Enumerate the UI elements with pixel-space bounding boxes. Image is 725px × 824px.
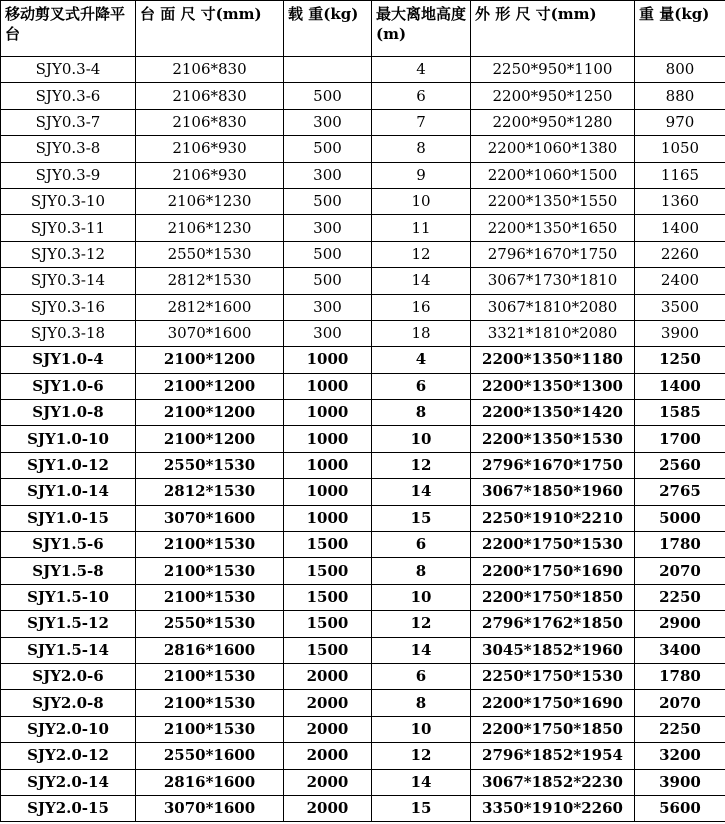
cell-model: SJY1.0-4	[1, 347, 136, 373]
cell-outer-size: 2200*1350*1650	[471, 215, 635, 241]
cell-max-height: 10	[372, 188, 471, 214]
cell-platform-size: 2100*1530	[136, 690, 284, 716]
table-row	[1, 479, 725, 505]
cell-max-height: 15	[372, 795, 471, 821]
cell-platform-size: 2106*830	[136, 109, 284, 135]
cell-platform-size: 2106*930	[136, 136, 284, 162]
cell-load: 2000	[284, 743, 372, 769]
header-weight: 重 量(kg)	[635, 1, 725, 57]
cell-load: 500	[284, 188, 372, 214]
cell-max-height: 14	[372, 769, 471, 795]
cell-load: 1500	[284, 584, 372, 610]
cell-model: SJY0.3-8	[1, 136, 136, 162]
cell-platform-size: 2100*1530	[136, 716, 284, 742]
table-row	[1, 716, 725, 742]
cell-load: 2000	[284, 690, 372, 716]
cell-platform-size: 3070*1600	[136, 505, 284, 531]
cell-weight: 2765	[635, 479, 725, 505]
cell-model: SJY1.5-6	[1, 532, 136, 558]
cell-weight: 2070	[635, 558, 725, 584]
cell-load: 1000	[284, 479, 372, 505]
cell-load: 1000	[284, 426, 372, 452]
cell-max-height: 6	[372, 663, 471, 689]
cell-model: SJY1.0-15	[1, 505, 136, 531]
table-row	[1, 426, 725, 452]
cell-outer-size: 2796*1852*1954	[471, 743, 635, 769]
table-row	[1, 347, 725, 373]
cell-model: SJY1.5-14	[1, 637, 136, 663]
table-row	[1, 795, 725, 821]
cell-platform-size: 2106*1230	[136, 188, 284, 214]
cell-max-height: 8	[372, 690, 471, 716]
cell-load: 1500	[284, 611, 372, 637]
table-row	[1, 241, 725, 267]
cell-outer-size: 2200*1750*1850	[471, 584, 635, 610]
cell-outer-size: 2796*1670*1750	[471, 241, 635, 267]
cell-max-height: 8	[372, 400, 471, 426]
cell-weight: 3200	[635, 743, 725, 769]
cell-max-height: 4	[372, 347, 471, 373]
table-row	[1, 532, 725, 558]
cell-outer-size: 2200*1750*1530	[471, 532, 635, 558]
cell-outer-size: 3350*1910*2260	[471, 795, 635, 821]
cell-max-height: 14	[372, 268, 471, 294]
cell-outer-size: 3067*1852*2230	[471, 769, 635, 795]
cell-load: 1000	[284, 452, 372, 478]
table-row	[1, 584, 725, 610]
cell-outer-size: 2250*950*1100	[471, 57, 635, 83]
cell-weight: 1700	[635, 426, 725, 452]
cell-model: SJY2.0-14	[1, 769, 136, 795]
cell-weight: 3500	[635, 294, 725, 320]
cell-model: SJY0.3-14	[1, 268, 136, 294]
cell-weight: 2260	[635, 241, 725, 267]
cell-weight: 1165	[635, 162, 725, 188]
cell-max-height: 6	[372, 373, 471, 399]
cell-weight: 2560	[635, 452, 725, 478]
table-row	[1, 611, 725, 637]
cell-weight: 1250	[635, 347, 725, 373]
cell-load: 500	[284, 136, 372, 162]
cell-outer-size: 3067*1730*1810	[471, 268, 635, 294]
cell-max-height: 10	[372, 584, 471, 610]
header-model: 移动剪叉式升降平台	[1, 1, 136, 57]
cell-outer-size: 2200*1060*1500	[471, 162, 635, 188]
table-row	[1, 136, 725, 162]
cell-load: 500	[284, 83, 372, 109]
cell-load: 300	[284, 294, 372, 320]
table-body	[1, 57, 725, 822]
cell-max-height: 15	[372, 505, 471, 531]
cell-model: SJY1.5-10	[1, 584, 136, 610]
cell-platform-size: 2816*1600	[136, 769, 284, 795]
cell-load: 1000	[284, 400, 372, 426]
cell-model: SJY1.0-8	[1, 400, 136, 426]
cell-outer-size: 2250*1750*1530	[471, 663, 635, 689]
cell-weight: 1780	[635, 663, 725, 689]
cell-outer-size: 2200*1750*1690	[471, 558, 635, 584]
cell-weight: 1585	[635, 400, 725, 426]
table-row	[1, 268, 725, 294]
cell-weight: 2070	[635, 690, 725, 716]
cell-platform-size: 2100*1200	[136, 426, 284, 452]
table-row	[1, 558, 725, 584]
cell-weight: 1360	[635, 188, 725, 214]
table-row	[1, 109, 725, 135]
cell-max-height: 12	[372, 452, 471, 478]
cell-model: SJY2.0-6	[1, 663, 136, 689]
cell-load: 1000	[284, 347, 372, 373]
cell-outer-size: 2200*950*1250	[471, 83, 635, 109]
table-row	[1, 637, 725, 663]
cell-weight: 2250	[635, 584, 725, 610]
cell-load: 2000	[284, 663, 372, 689]
cell-max-height: 10	[372, 426, 471, 452]
cell-model: SJY2.0-15	[1, 795, 136, 821]
cell-weight: 1400	[635, 215, 725, 241]
cell-model: SJY0.3-18	[1, 320, 136, 346]
cell-platform-size: 2100*1200	[136, 347, 284, 373]
cell-platform-size: 2812*1600	[136, 294, 284, 320]
table-row	[1, 162, 725, 188]
cell-platform-size: 2100*1530	[136, 663, 284, 689]
cell-weight: 5600	[635, 795, 725, 821]
cell-load: 300	[284, 162, 372, 188]
cell-max-height: 8	[372, 136, 471, 162]
cell-load: 300	[284, 320, 372, 346]
cell-model: SJY0.3-7	[1, 109, 136, 135]
cell-model: SJY1.5-8	[1, 558, 136, 584]
cell-platform-size: 2100*1530	[136, 584, 284, 610]
cell-load: 1500	[284, 558, 372, 584]
cell-max-height: 8	[372, 558, 471, 584]
header-platform-size: 台 面 尺 寸(mm)	[136, 1, 284, 57]
cell-outer-size: 2200*1060*1380	[471, 136, 635, 162]
cell-model: SJY0.3-9	[1, 162, 136, 188]
cell-model: SJY2.0-10	[1, 716, 136, 742]
cell-platform-size: 2100*1200	[136, 400, 284, 426]
table-row	[1, 320, 725, 346]
cell-max-height: 11	[372, 215, 471, 241]
table-row	[1, 83, 725, 109]
cell-weight: 2250	[635, 716, 725, 742]
cell-model: SJY0.3-12	[1, 241, 136, 267]
cell-platform-size: 2106*830	[136, 83, 284, 109]
table-row	[1, 215, 725, 241]
cell-max-height: 6	[372, 83, 471, 109]
cell-outer-size: 2200*1350*1180	[471, 347, 635, 373]
cell-platform-size: 2550*1600	[136, 743, 284, 769]
cell-weight: 2900	[635, 611, 725, 637]
table-row	[1, 690, 725, 716]
cell-max-height: 18	[372, 320, 471, 346]
cell-weight: 5000	[635, 505, 725, 531]
cell-platform-size: 2100*1200	[136, 373, 284, 399]
cell-load: 500	[284, 241, 372, 267]
cell-platform-size: 2550*1530	[136, 241, 284, 267]
cell-weight: 800	[635, 57, 725, 83]
cell-platform-size: 2100*1530	[136, 558, 284, 584]
header-load: 载 重(kg)	[284, 1, 372, 57]
cell-platform-size: 3070*1600	[136, 795, 284, 821]
cell-platform-size: 2106*830	[136, 57, 284, 83]
cell-weight: 1400	[635, 373, 725, 399]
cell-load: 1000	[284, 505, 372, 531]
cell-load: 2000	[284, 795, 372, 821]
cell-weight: 3400	[635, 637, 725, 663]
table-row	[1, 663, 725, 689]
cell-model: SJY2.0-12	[1, 743, 136, 769]
cell-weight: 3900	[635, 769, 725, 795]
cell-load: 1500	[284, 532, 372, 558]
cell-max-height: 12	[372, 611, 471, 637]
cell-model: SJY2.0-8	[1, 690, 136, 716]
cell-max-height: 7	[372, 109, 471, 135]
cell-load: 300	[284, 109, 372, 135]
cell-platform-size: 3070*1600	[136, 320, 284, 346]
cell-model: SJY1.5-12	[1, 611, 136, 637]
cell-max-height: 9	[372, 162, 471, 188]
cell-outer-size: 3067*1850*1960	[471, 479, 635, 505]
cell-model: SJY1.0-14	[1, 479, 136, 505]
header-max-height: 最大离地高度(m)	[372, 1, 471, 57]
cell-model: SJY0.3-11	[1, 215, 136, 241]
cell-platform-size: 2550*1530	[136, 611, 284, 637]
cell-load: 1500	[284, 637, 372, 663]
cell-model: SJY1.0-12	[1, 452, 136, 478]
cell-weight: 3900	[635, 320, 725, 346]
cell-weight: 880	[635, 83, 725, 109]
cell-load: 2000	[284, 716, 372, 742]
table-row	[1, 505, 725, 531]
table-row	[1, 769, 725, 795]
table-row	[1, 373, 725, 399]
cell-max-height: 12	[372, 241, 471, 267]
table-row	[1, 452, 725, 478]
cell-platform-size: 2812*1530	[136, 479, 284, 505]
cell-outer-size: 3321*1810*2080	[471, 320, 635, 346]
cell-outer-size: 2200*1750*1690	[471, 690, 635, 716]
cell-platform-size: 2812*1530	[136, 268, 284, 294]
cell-model: SJY0.3-10	[1, 188, 136, 214]
cell-outer-size: 3045*1852*1960	[471, 637, 635, 663]
cell-outer-size: 2200*1350*1420	[471, 400, 635, 426]
table-row	[1, 57, 725, 83]
cell-outer-size: 2200*950*1280	[471, 109, 635, 135]
table-row	[1, 294, 725, 320]
cell-weight: 2400	[635, 268, 725, 294]
cell-max-height: 16	[372, 294, 471, 320]
cell-outer-size: 3067*1810*2080	[471, 294, 635, 320]
cell-outer-size: 2200*1750*1850	[471, 716, 635, 742]
cell-model: SJY0.3-4	[1, 57, 136, 83]
cell-platform-size: 2550*1530	[136, 452, 284, 478]
cell-weight: 1780	[635, 532, 725, 558]
cell-outer-size: 2200*1350*1300	[471, 373, 635, 399]
cell-outer-size: 2200*1350*1530	[471, 426, 635, 452]
header-row	[1, 1, 725, 57]
cell-max-height: 12	[372, 743, 471, 769]
cell-outer-size: 2250*1910*2210	[471, 505, 635, 531]
cell-outer-size: 2200*1350*1550	[471, 188, 635, 214]
header-outer-size: 外 形 尺 寸(mm)	[471, 1, 635, 57]
cell-model: SJY1.0-6	[1, 373, 136, 399]
cell-max-height: 4	[372, 57, 471, 83]
cell-load: 1000	[284, 373, 372, 399]
cell-platform-size: 2100*1530	[136, 532, 284, 558]
cell-model: SJY1.0-10	[1, 426, 136, 452]
cell-model: SJY0.3-6	[1, 83, 136, 109]
cell-outer-size: 2796*1670*1750	[471, 452, 635, 478]
table-row	[1, 400, 725, 426]
cell-max-height: 14	[372, 479, 471, 505]
cell-model: SJY0.3-16	[1, 294, 136, 320]
cell-weight: 1050	[635, 136, 725, 162]
cell-outer-size: 2796*1762*1850	[471, 611, 635, 637]
cell-load: 2000	[284, 769, 372, 795]
cell-platform-size: 2816*1600	[136, 637, 284, 663]
cell-max-height: 10	[372, 716, 471, 742]
cell-load	[284, 57, 372, 83]
cell-platform-size: 2106*1230	[136, 215, 284, 241]
cell-platform-size: 2106*930	[136, 162, 284, 188]
cell-load: 300	[284, 215, 372, 241]
cell-max-height: 6	[372, 532, 471, 558]
cell-weight: 970	[635, 109, 725, 135]
table-row	[1, 743, 725, 769]
cell-max-height: 14	[372, 637, 471, 663]
cell-load: 500	[284, 268, 372, 294]
table-row	[1, 188, 725, 214]
